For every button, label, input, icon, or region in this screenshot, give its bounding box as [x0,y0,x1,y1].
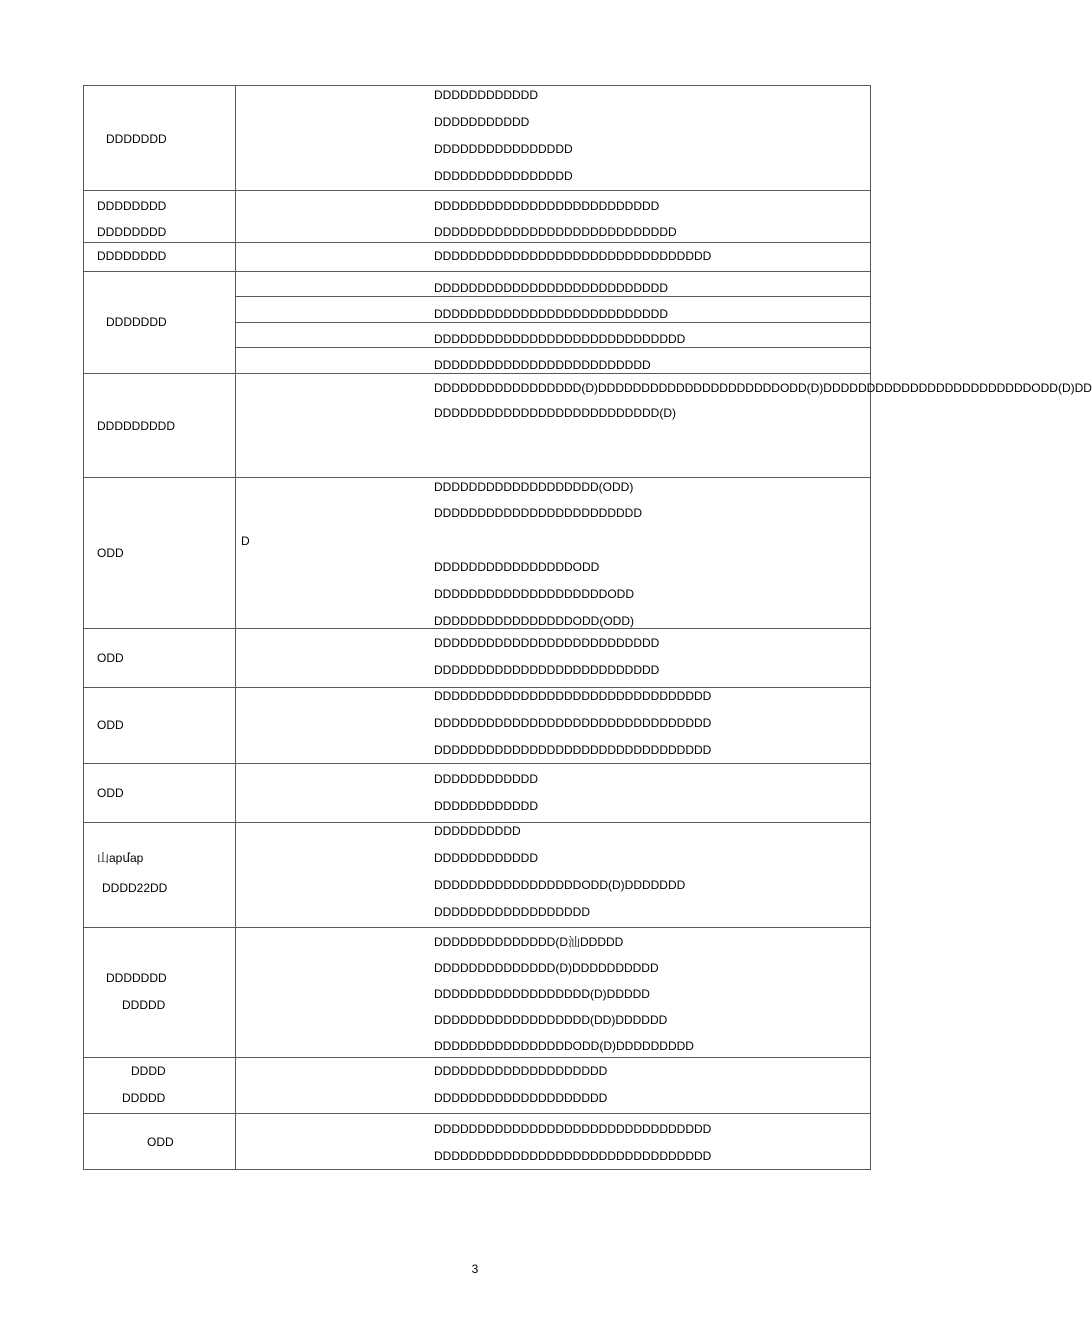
content-line: DDDDDDDDDDDDDDDDDDDDDDDDDDD [434,307,668,321]
table-row [84,478,871,629]
row-label-text: DDDD22DD [102,881,168,895]
row-label-text: DDDDDDDDD [97,419,175,433]
content-line: DDDDDDDDDDDD [434,851,538,865]
row-content-cell [236,1114,871,1169]
subrow-divider [236,296,870,297]
row-label-cell [84,688,236,763]
table-row [84,243,871,272]
content-line: DDDDDDDDDDDDDDDDDDDD [434,1091,608,1105]
subrow-divider [236,322,870,323]
row-label-cell [84,928,236,1057]
content-line: DDDDDDDDDDDDDDDDDDDDDDDDDDDDDDDD [434,1122,712,1136]
content-line: DDDDDDDDDDDDDDDDDDDDDDDDDD [434,663,660,677]
row-label-cell [84,764,236,822]
row-label-text: DDDDD [122,998,166,1012]
content-line: DDDDDDDDDDDDDDDDODD [434,560,600,574]
row-content-cell [236,272,871,373]
row-label-text: ODD [147,1135,174,1149]
content-line: DDDDDDDDDDD [434,115,530,129]
content-line: DDDDDDDDDD [434,824,521,838]
row-label-text: DDDDDDD [106,132,167,146]
row-content-cell [236,243,871,271]
row-label-text: DDDDDDD [106,971,167,985]
content-line: DDDDDDDDDDDDDDDDDDDDDDDDDD [434,636,660,650]
document-table [83,85,1092,1170]
content-line: DDDDDDDDDDDDDDDDDDDDDDDDD [434,358,651,372]
row-content-cell [236,191,871,242]
content-line: DDDDDDDDDDDDDDDDDDDDDDDDDDDDD [434,332,686,346]
content-line: DDDDDDDDDDDDDDDDODD(ODD) [434,614,634,628]
row-label-cell [84,823,236,927]
row-content-cell [236,823,871,927]
content-line: DDDDDDDDDDDDDDDDDDDDODD [434,587,634,601]
list-marker: D [241,534,250,548]
row-content-cell [236,764,871,822]
content-line: DDDDDDDDDDDDDDDDDDDDDDDDDDDDDDDD [434,1149,712,1163]
table-row [84,86,871,191]
table-row [84,374,1092,478]
row-label-cell [84,374,236,477]
content-line: DDDDDDDDDDDDDDDDDD [434,905,590,919]
table-row [84,764,871,823]
content-line: DDDDDDDDDDDDDDDD [434,169,573,183]
content-line: DDDDDDDDDDDDDDDDODD(D)DDDDDDDDD [434,1039,694,1053]
subrow-divider [236,347,870,348]
content-line: DDDDDDDDDDDDDDDDDDDDDDDDDDDDDDDD [434,743,712,757]
content-line: DDDDDDDDDDDD [434,772,538,786]
row-content-cell [236,688,871,763]
content-line: DDDDDDDDDDDDDDDDDDDDDDDDDDDDDDDD [434,249,712,263]
content-line: DDDDDDDDDDDDDDDDDDDDDDDDDDD [434,281,668,295]
row-content-cell [236,1058,871,1113]
row-label-text: ODD [97,651,124,665]
row-label-cell [84,86,236,190]
row-label-text: ODD [97,786,124,800]
row-content-cell [236,629,871,687]
content-line: DDDDDDDDDDDDDDDDDDDDDDDDDDDDDDDD [434,716,712,730]
row-label-text: DDDDDDDD [97,199,167,213]
content-line: DDDDDDDDDDDDDD(D)DDDDDDDDDD [434,961,659,975]
table-row [84,191,871,243]
row-content-cell [236,374,1092,477]
content-line: DDDDDDDDDDDD [434,88,538,102]
table-row [84,688,871,764]
content-line: DDDDDDDDDDDDDDDDD(D)DDDDDDDDDDDDDDDDDDDDDODD(D)DDDDDDDDDDDDDDDDDDDDDDDDODD(D)DD [434,381,1092,395]
content-line: DDDDDDDDDDDDDDDDDDDDDDDDDD(D) [434,406,676,420]
table-row [84,272,871,374]
row-label-cell [84,243,236,271]
row-label-text: DDDDDDD [106,315,167,329]
content-line: DDDDDDDDDDDDDDDDDODD(D)DDDDDDD [434,878,686,892]
row-label-cell [84,1114,236,1169]
content-line: DDDDDDDDDDDDDDDD [434,142,573,156]
content-line: DDDDDDDDDDDDDDDDDD(D)DDDDD [434,987,650,1001]
row-label-text: ODD [97,718,124,732]
row-content-cell [236,86,871,190]
row-label-cell [84,478,236,628]
content-line: DDDDDDDDDDDDDDDDDDDDDDDDDD [434,199,660,213]
content-line: DDDDDDDDDDDDDDDDDDD(ODD) [434,480,634,494]
row-label-text: DDDDDDDD [97,225,167,239]
row-label-text: 山арմар [97,851,144,865]
row-label-cell [84,629,236,687]
row-label-text: DDDDD [122,1091,166,1105]
content-line: DDDDDDDDDDDD [434,799,538,813]
row-label-cell [84,272,236,373]
content-line: DDDDDDDDDDDDDDDDDDDD [434,1064,608,1078]
table-row [84,629,871,688]
content-line: DDDDDDDDDDDDDDDDDD(DD)DDDDDD [434,1013,668,1027]
content-line: DDDDDDDDDDDDDDDDDDDDDDDD [434,506,642,520]
row-label-cell [84,1058,236,1113]
row-label-text: DDDD [131,1064,166,1078]
page-number: 3 [471,1262,479,1276]
row-content-cell [236,478,871,628]
row-label-text: ODD [97,546,124,560]
content-line: DDDDDDDDDDDDDDDDDDDDDDDDDDDDDDDD [434,689,712,703]
table-row [84,823,871,928]
table-row [84,1114,871,1170]
row-label-text: DDDDDDDD [97,249,167,263]
row-content-cell [236,928,871,1057]
content-line: DDDDDDDDDDDDDDDDDDDDDDDDDDDD [434,225,677,239]
content-line: DDDDDDDDDDDDDD(D汕DDDDD [434,935,624,949]
table-row [84,1058,871,1114]
row-label-cell [84,191,236,242]
table-row [84,928,871,1058]
